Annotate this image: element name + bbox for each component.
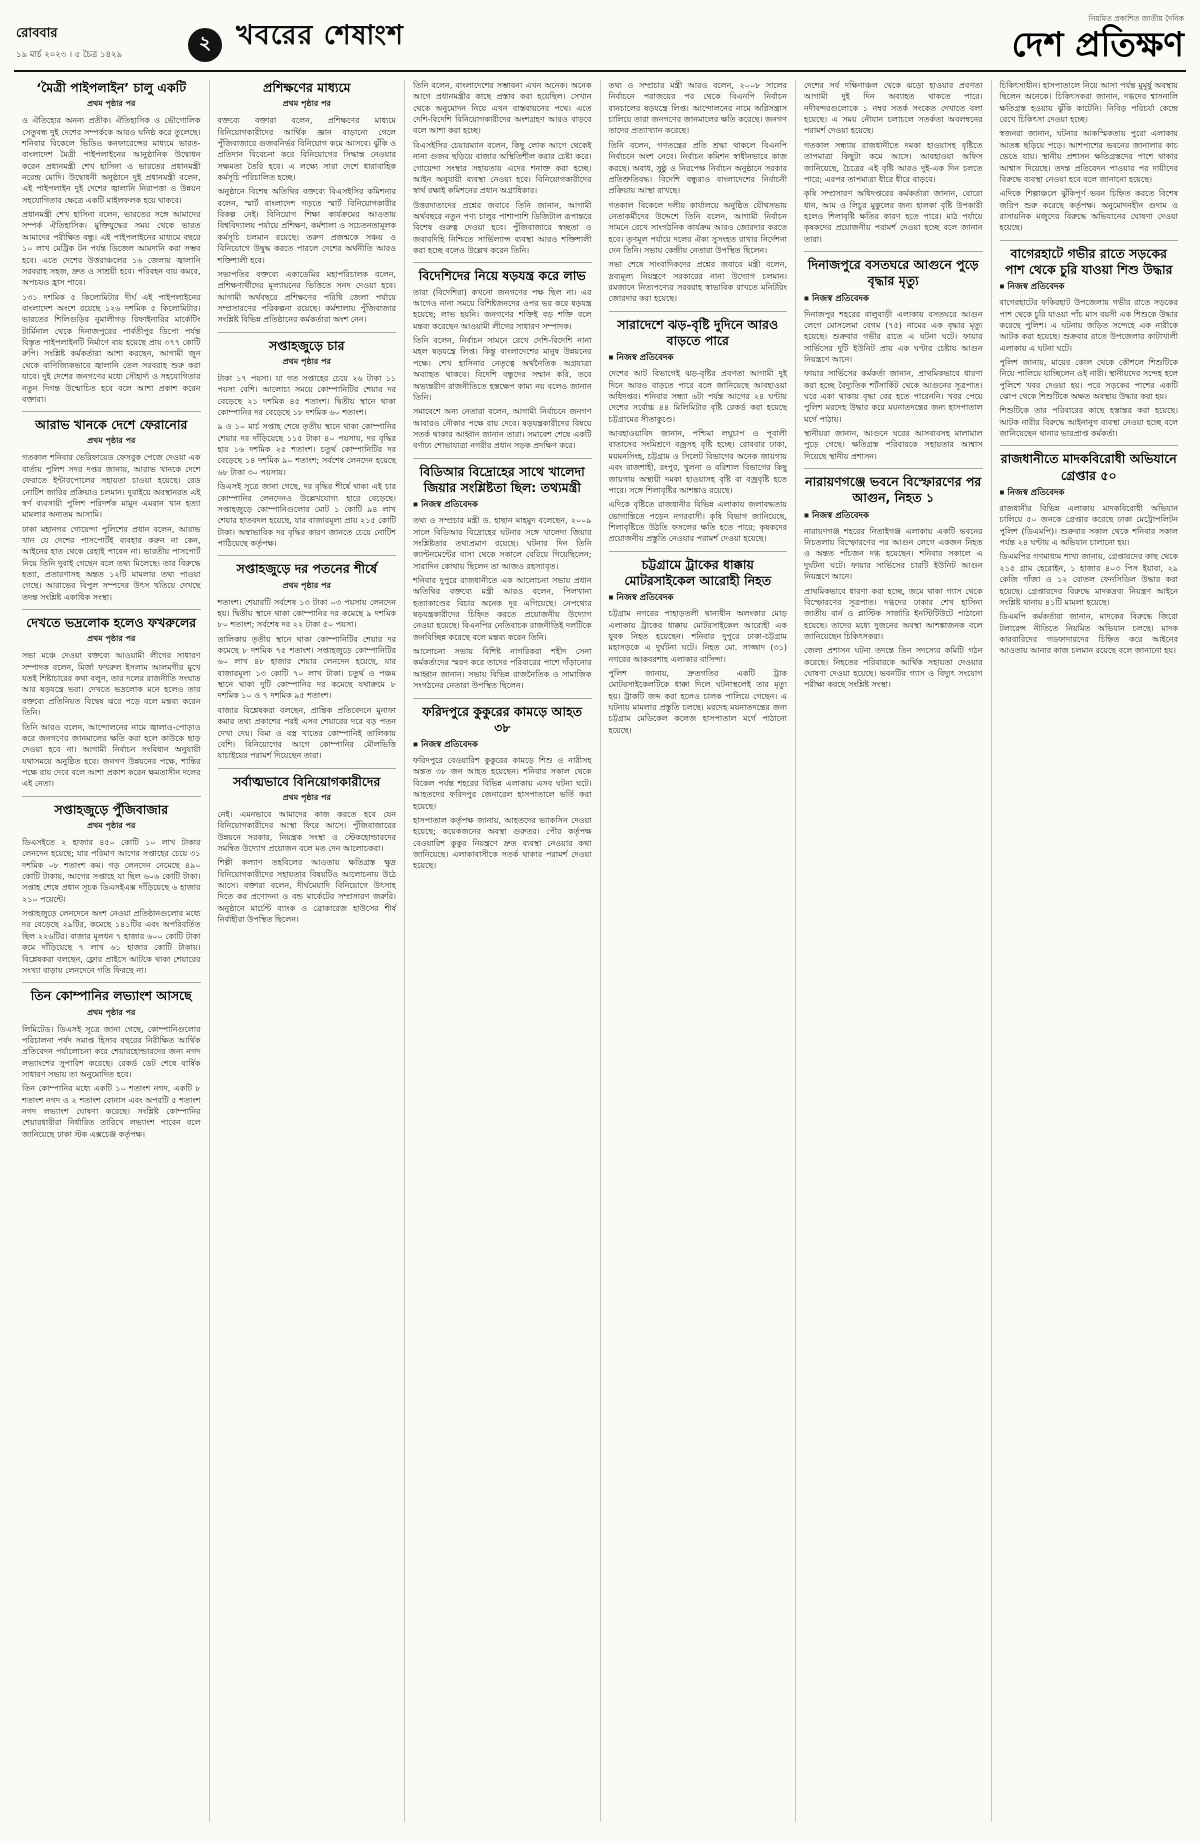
article: [413, 698, 592, 872]
reporter-label: নিজস্ব প্রতিবেদক: [1007, 282, 1065, 293]
article-paragraph: কৃষি সম্প্রসারণ অধিদপ্তরের কর্মকর্তারা জানান, বোরো ধান, আম ও লিচুর মুকুলের জন্য হালকা বৃষ্টি উপকারী হলেও শিলাবৃষ্টি ক্ষতির কারণ হতে পারে। মাঠ পর্যায়ে কৃষকদের প্রয়োজনীয় পরামর্শ দেওয়া হচ্ছে বলে জানান তারা।: [804, 189, 983, 244]
article-paragraph: বাগেরহাটের ফকিরহাট উপজেলায় গভীর রাতে সড়কের পাশ থেকে চুরি যাওয়া পাঁচ মাস বয়সী এক শিশুকে উদ্ধার করেছে পুলিশ। এ ঘটনায় জড়িত সন্দেহে এক নারীকে আটক করা হয়েছে। শুক্রবার রাতে উপজেলার কাটাখালী এলাকায় এ ঘটনা ঘটে।: [999, 298, 1178, 353]
column-5: [795, 80, 991, 1822]
article-paragraph: শিল্পী কল্যাণ তহবিলের আওতায় ক্ষতিগ্রস্ত ক্ষুদ্র বিনিয়োগকারীদের সহায়তার বিষয়টিও আলোচনায় উঠে আসে। বক্তারা বলেন, দীর্ঘমেয়াদি বিনিয়োগে উৎসাহ দিতে কর প্রণোদনা ও বন্ড মার্কেটের সম্প্রসারণ জরুরি। অনুষ্ঠানে মার্চেন্ট ব্যাংক ও ব্রোকারেজ হাউসের শীর্ষ নির্বাহীরা উপস্থিত ছিলেন।: [217, 858, 396, 925]
reporter-byline: [804, 509, 983, 523]
continued-from-label: প্রথম পৃষ্ঠার পর: [282, 580, 331, 590]
reporter-label: নিজস্ব প্রতিবেদক: [420, 740, 478, 751]
reporter-byline: [609, 351, 788, 365]
article-paragraph: রাজধানীর বিভিন্ন এলাকায় মাদকবিরোধী অভিযান চালিয়ে ৫০ জনকে গ্রেপ্তার করেছে ঢাকা মেট্রোপলিটন পুলিশ (ডিএমপি)। শুক্রবার সকাল থেকে শনিবার সকাল পর্যন্ত ২৪ ঘণ্টায় এ অভিযান চালানো হয়।: [999, 503, 1178, 548]
article-paragraph: প্রাথমিকভাবে ধারণা করা হচ্ছে, জমে থাকা গ্যাস থেকে বিস্ফোরণের সূত্রপাত। দগ্ধদের ঢাকার শেখ হাসিনা জাতীয় বার্ন ও প্লাস্টিক সার্জারি ইনস্টিটিউটে পাঠানো হয়েছে। তাদের মধ্যে দুজনের অবস্থা আশঙ্কাজনক বলে জানিয়েছেন চিকিৎসকরা।: [804, 586, 983, 641]
article-paragraph: গতকাল বিকেলে দলীয় কার্যালয়ে অনুষ্ঠিত যৌথসভায় নেতাকর্মীদের উদ্দেশে তিনি বলেন, আগামী নির্বাচন সামনে রেখে সাংগঠনিক কার্যক্রম আরও জোরদার করতে হবে। তৃণমূল পর্যায়ে দলের ঐক্য সুসংহত রাখার নির্দেশনা দেন তিনি। সভায় কেন্দ্রীয় নেতারা উপস্থিত ছিলেন।: [608, 200, 787, 256]
article: [804, 468, 983, 691]
section-title: খবরের শেষাংশ: [236, 20, 404, 51]
article-headline: ‘মৈত্রী পাইপলাইন’ চালু একটি: [36, 80, 187, 95]
article-headline: রাজধানীতে মাদকবিরোধী অভিযানে গ্রেপ্তার ৫০: [1000, 451, 1177, 483]
reporter-byline: [413, 738, 592, 752]
column-3: [404, 80, 600, 1822]
article-headline: সপ্তাহজুড়ে পুঁজিবাজার: [54, 801, 169, 817]
article-headline: বিডিআর বিদ্রোহের সাথে খালেদা জিয়ার সংশ্লিষ্টতা ছিল: তথ্যমন্ত্রী: [419, 463, 585, 495]
article-paragraph: তিনি বলেন, বাংলাদেশের সম্ভাবনা এখন অনেক। অনেক আগে প্রধানমন্ত্রীর কাছে প্রস্তাব করা হয়েছিল। সেখান থেকে অনুমোদন নিয়ে এখন বাস্তবায়নের পথে। এতে দেশি-বিদেশি বিনিয়োগকারীদের অংশগ্রহণ আরও বাড়বে বলে আশা করা হচ্ছে।: [413, 81, 592, 136]
article-paragraph: শিশুটিকে তার পরিবারের কাছে হস্তান্তর করা হয়েছে। আটক নারীর বিরুদ্ধে আইনানুগ ব্যবস্থা নেওয়া হচ্ছে বলে জানিয়েছেন থানার ভারপ্রাপ্ত কর্মকর্তা।: [999, 406, 1178, 439]
article-paragraph: এদিকে বৃষ্টিতে রাজধানীর বিভিন্ন এলাকায় জলাবদ্ধতায় ভোগান্তিতে পড়েন নগরবাসী। কৃষি বিভাগ জানিয়েছে, শিলাবৃষ্টিতে উঠতি ফসলের ক্ষতি হতে পারে; কৃষকদের প্রয়োজনীয় প্রস্তুতি নেওয়ার পরামর্শ দেওয়া হয়েছে।: [608, 500, 787, 544]
article-paragraph: পুলিশ জানায়, দ্রুতগতির একটি ট্রাক মোটরসাইকেলটিকে ধাক্কা দিলে ঘটনাস্থলেই তার মৃত্যু হয়। ট্রাকটি জব্দ করা হলেও চালক পালিয়ে গেছেন। এ ঘটনায় মামলার প্রস্তুতি চলছে। মরদেহ ময়নাতদন্তের জন্য চট্টগ্রাম মেডিকেল কলেজ হাসপাতাল মর্গে পাঠানো হয়েছে।: [608, 669, 787, 735]
byline-bullet-icon: ◼: [804, 511, 809, 519]
continued-from-label: প্রথম পৃষ্ঠার পর: [282, 356, 331, 366]
continued-from-label: প্রথম পৃষ্ঠার পর: [282, 792, 331, 802]
article-paragraph: ও ঐতিহ্যের অনন্য প্রতীক। ঐতিহাসিক ও ভৌগোলিক সেতুবন্ধ দুই দেশের সম্পর্ককে আরও ঘনিষ্ঠ করে তুলেছে। শনিবার বিকেলে ভিডিও কনফারেন্সের মাধ্যমে ভারত-বাংলাদেশ মৈত্রী পাইপলাইনের আনুষ্ঠানিক উদ্বোধন করেন প্রধানমন্ত্রী শেখ হাসিনা ও ভারতের প্রধানমন্ত্রী নরেন্দ্র মোদি। উদ্বোধনী অনুষ্ঠানে দুই প্রধানমন্ত্রী বলেন, এই পাইপলাইন দুই দেশের জ্বালানি নিরাপত্তা ও উন্নয়ন সহযোগিতার ক্ষেত্রে একটি মাইলফলক হয়ে থাকবে।: [22, 116, 201, 205]
column-2: [209, 80, 405, 1822]
article-paragraph: শতাংশ। শেয়ারটি সর্বশেষ ১৩ টাকা ০৩ পয়সায় লেনদেন হয়। দ্বিতীয় স্থানে থাকা কোম্পানির দর কমেছে ৯ দশমিক ৮০ শতাংশ; সর্বশেষ দর ২২ টাকা ৫০ পয়সা।: [217, 597, 396, 630]
article-headline: সারাদেশে ঝড়-বৃষ্টি দুদিনে আরও বাড়তে পারে: [617, 316, 779, 349]
article: [1000, 240, 1179, 440]
date-block: [16, 24, 174, 62]
article-paragraph: পুলিশ জানায়, মায়ের কোল থেকে কৌশলে শিশুটিকে নিয়ে পালিয়ে যাচ্ছিলেন ওই নারী। স্থানীয়দের সন্দেহ হলে পুলিশে খবর দেওয়া হয়। পরে সড়কের পাশের একটি ঝোপ থেকে শিশুটিকে অক্ষত অবস্থায় উদ্ধার করা হয়।: [999, 357, 1178, 402]
article: [609, 311, 788, 545]
article-paragraph: ফায়ার সার্ভিসের কর্মকর্তা জানান, প্রাথমিকভাবে ধারণা করা হচ্ছে বৈদ্যুতিক শর্টসার্কিট থেকে আগুনের সূত্রপাত। ঘরে একা থাকায় বৃদ্ধা বের হতে পারেননি। খবর পেয়ে পুলিশ মরদেহ উদ্ধার করে ময়নাতদন্তের জন্য হাসপাতাল মর্গে পাঠায়।: [804, 369, 983, 424]
article-paragraph: ডিএসইতে ২ হাজার ৪৫০ কোটি ১০ লাখ টাকার লেনদেন হয়েছে; যার পরিমাণ আগের সপ্তাহের চেয়ে ৩১ দশমিক ০৮ শতাংশ কম। গড় লেনদেন নেমেছে ৪৯০ কোটি টাকায়, আগের সপ্তাহে যা ছিল ৬০৬ কোটি টাকা। সপ্তাহ শেষে প্রধান সূচক ডিএসইএক্স দাঁড়িয়েছে ৬ হাজার ২১০ পয়েন্টে।: [22, 837, 201, 904]
article-paragraph: প্রধানমন্ত্রী শেখ হাসিনা বলেন, ভারতের সঙ্গে আমাদের সম্পর্ক ঐতিহাসিক। মুক্তিযুদ্ধের সময় থেকে ভারত আমাদের পরীক্ষিত বন্ধু। এই পাইপলাইনের মাধ্যমে বছরে ১০ লাখ মেট্রিক টন পর্যন্ত ডিজেল আমদানি করা সম্ভব হবে। এতে দেশের উত্তরাঞ্চলের ১৬ জেলায় জ্বালানি সরবরাহ সহজ, দ্রুত ও সাশ্রয়ী হবে। পরিবহন ব্যয় কমবে, অপচয়ও হ্রাস পাবে।: [22, 210, 201, 288]
byline-bullet-icon: ◼: [608, 354, 614, 362]
column-4: [600, 80, 796, 1822]
article-paragraph: জেলা প্রশাসন ঘটনা তদন্তে তিন সদস্যের কমিটি গঠন করেছে। নিহতের পরিবারকে আর্থিক সহায়তা দেওয়ার ঘোষণা দেওয়া হয়েছে। ভবনটির গ্যাস ও বিদ্যুৎ সংযোগ পরীক্ষা করছে সংশ্লিষ্ট সংস্থা।: [804, 646, 983, 690]
article-headline: দিনাজপুরে বসতঘরে আগুনে পুড়ে বৃদ্ধার মৃত্যু: [807, 257, 979, 289]
reporter-label: নিজস্ব প্রতিবেদক: [1007, 487, 1065, 498]
reporter-label: নিজস্ব প্রতিবেদক: [420, 500, 478, 511]
article-headline: আরাভ খানকে দেশে ফেরানোর: [35, 417, 188, 433]
article-paragraph: সভা মঞ্চে দেওয়া বক্তব্যে আওয়ামী লীগের সাধারণ সম্পাদক বলেন, মির্জা ফখরুল ইসলাম আলমগীর মুখে যতই শিষ্টাচারের কথা বলুন, তার দলের রাজনীতি সংঘাত আর ষড়যন্ত্রে ভরা। দেখতে ভদ্রলোক মনে হলেও তার বক্তব্যে প্রতিনিয়ত বিদ্বেষ ঝরে পড়ে বলে মন্তব্য করেন তিনি।: [22, 651, 201, 718]
article: [609, 80, 788, 305]
article-paragraph: ডিএমপির গণমাধ্যম শাখা জানায়, গ্রেপ্তারদের কাছ থেকে ২১৫ গ্রাম হেরোইন, ১ হাজার ৪০৩ পিস ইয়াবা, ২৯ কেজি গাঁজা ও ১২ বোতল ফেনসিডিল উদ্ধার করা হয়েছে। গ্রেপ্তারদের বিরুদ্ধে মাদকদ্রব্য নিয়ন্ত্রণ আইনে সংশ্লিষ্ট থানায় ৪১টি মামলা হয়েছে।: [999, 552, 1178, 607]
article-headline: নারায়ণগঞ্জে ভবনে বিস্ফোরণের পর আগুন, নিহত ১: [805, 474, 982, 506]
article-paragraph: হাসপাতাল কর্তৃপক্ষ জানায়, আহতদের ভ্যাকসিন দেওয়া হয়েছে; কয়েকজনের অবস্থা গুরুতর। পৌর কর্তৃপক্ষ বেওয়ারিশ কুকুর নিয়ন্ত্রণে দ্রুত ব্যবস্থা নেওয়ার কথা জানিয়েছে। এলাকাবাসীকে সতর্ক থাকার পরামর্শ দেওয়া হয়েছে।: [413, 815, 592, 871]
article-paragraph: তথ্য ও সম্প্রচার মন্ত্রী আরও বলেন, ২০০৮ সালের নির্বাচনে পরাজয়ের পর থেকে বিএনপি নির্বাচন বানচালের ষড়যন্ত্রে লিপ্ত। আন্দোলনের নামে অগ্নিসন্ত্রাস চালিয়ে তারা জনগণের জানমালের ক্ষতি করেছে। জনগণ তাদের প্রত্যাখ্যান করেছে।: [608, 81, 787, 136]
reporter-byline: [609, 591, 788, 605]
column-6: [991, 80, 1187, 1822]
continued-from-label: প্রথম পৃষ্ঠার পর: [87, 634, 136, 644]
article-paragraph: সপ্তাহজুড়ে লেনদেনে অংশ নেওয়া প্রতিষ্ঠানগুলোর মধ্যে দর বেড়েছে ২৯টির, কমেছে ১৪১টির এবং অপরিবর্তিত ছিল ২২৬টির। বাজার মূলধন ৭ হাজার ৬০০ কোটি টাকা কমে দাঁড়িয়েছে ৭ লাখ ৬১ হাজার কোটি টাকায়। বিশ্লেষকরা বলছেন, ফ্লোর প্রাইসে আটকে থাকা শেয়ারের সংখ্যা বাড়ায় লেনদেনে গতি ফিরছে না।: [22, 909, 201, 975]
article-headline: বিদেশিদের নিয়ে ষড়যন্ত্র করে লাভ: [418, 268, 586, 284]
article-paragraph: বক্তব্যে বক্তারা বলেন, প্রশিক্ষণের মাধ্যমে বিনিয়োগকারীদের আর্থিক জ্ঞান বাড়ানো গেলে পুঁজিবাজারে গুজবনির্ভর বিনিয়োগ কমে আসবে। ঝুঁকি ও প্রতিদান বিবেচনা করে বিনিয়োগের সিদ্ধান্ত নেওয়ার সক্ষমতা তৈরি হবে। এ লক্ষ্যে সারা দেশে ধারাবাহিক কর্মসূচি পরিচালিত হচ্ছে।: [217, 116, 396, 183]
continued-from-label: প্রথম পৃষ্ঠার পর: [87, 99, 136, 109]
article: [1000, 445, 1179, 656]
continued-from-label: প্রথম পৃষ্ঠার পর: [282, 99, 331, 109]
article: [22, 411, 201, 603]
article-paragraph: তিনি বলেন, গণতন্ত্রের প্রতি শ্রদ্ধা থাকলে বিএনপি নির্বাচনে অংশ নেবে। নির্বাচন কমিশন স্বাধীনভাবে কাজ করছে। অবাধ, সুষ্ঠু ও নিরপেক্ষ নির্বাচন অনুষ্ঠানে সরকার প্রতিশ্রুতিবদ্ধ। বিদেশি বন্ধুরাও বাংলাদেশের নির্বাচনী প্রক্রিয়ায় আস্থা রাখছে।: [608, 140, 787, 196]
article: [413, 458, 592, 692]
article-paragraph: সমাবেশে অন্য নেতারা বলেন, আগামী নির্বাচনে জনগণ আবারও নৌকার পক্ষে রায় দেবে। ষড়যন্ত্রকারীদের বিষয়ে সতর্ক থাকার আহ্বান জানান তারা। সমাবেশ শেষে একটি বর্ণাঢ্য শোভাযাত্রা নগরীর প্রধান সড়ক প্রদক্ষিণ করে।: [413, 407, 592, 451]
article-paragraph: লিমিটেড। ডিএসই সূত্রে জানা গেছে, কোম্পানিগুলোর পরিচালনা পর্ষদ সমাপ্ত হিসাব বছরের নিরীক্ষিত আর্থিক প্রতিবেদন পর্যালোচনা করে শেয়ারহোল্ডারদের জন্য নগদ লভ্যাংশের সুপারিশ করেছে। রেকর্ড ডেট শেষে বার্ষিক সাধারণ সভায় তা অনুমোদিত হবে।: [22, 1024, 201, 1079]
article-paragraph: তিনি বলেন, নির্বাচন সামনে রেখে দেশি-বিদেশি নানা মহল ষড়যন্ত্রে লিপ্ত। কিন্তু বাংলাদেশের মানুষ উন্নয়নের পক্ষে। শেখ হাসিনার নেতৃত্বে অর্থনৈতিক অগ্রযাত্রা অব্যাহত থাকবে। বিদেশি বন্ধুদের সম্মান করি, তবে অভ্যন্তরীণ রাজনীতিতে হস্তক্ষেপ কাম্য নয় বলেও জানান তিনি।: [413, 336, 592, 402]
article-paragraph: দেশের আট বিভাগেই ঝড়-বৃষ্টির প্রবণতা আগামী দুই দিনে আরও বাড়তে পারে বলে জানিয়েছে আবহাওয়া অধিদপ্তর। শনিবার সন্ধ্যা ৬টা পর্যন্ত আগের ২৪ ঘণ্টায় দেশের সর্বোচ্চ ৪৪ মিলিমিটার বৃষ্টি রেকর্ড করা হয়েছে চট্টগ্রামের সীতাকুণ্ডে।: [608, 369, 787, 424]
article-paragraph: চিকিৎসাধীন। হাসপাতালে নিয়ে আসা পর্যন্ত মুমূর্ষু অবস্থায় ছিলেন অনেকে। চিকিৎসকরা জানান, দগ্ধদের শ্বাসনালি ক্ষতিগ্রস্ত হওয়ায় ঝুঁকি কাটেনি। নিবিড় পরিচর্যা কেন্দ্রে রেখে চিকিৎসা দেওয়া হচ্ছে।: [999, 81, 1178, 125]
article-headline: বাগেরহাটে গভীর রাতে সড়কের পাশ থেকে চুরি যাওয়া শিশু উদ্ধার: [1004, 245, 1173, 277]
article-paragraph: ডিএমপি কর্মকর্তারা জানান, মাদকের বিরুদ্ধে জিরো টলারেন্স নীতিতে নিয়মিত অভিযান চলছে। মাদক কারবারিদের গডফাদারদের চিহ্নিত করে আইনের আওতায় আনার কাজ চলমান রয়েছে বলে জানানো হয়।: [999, 612, 1178, 656]
article-paragraph: ঢাকা মহানগর গোয়েন্দা পুলিশের প্রধান বলেন, আরাভ খান যে দেশের পাসপোর্টই ব্যবহার করুন না কেন, আইনের হাত থেকে রেহাই পাবেন না। ভারতীয় পাসপোর্ট নিয়ে তিনি দুবাই গেছেন বলে তথ্য মিলেছে। তার বিরুদ্ধে হত্যা, প্রতারণাসহ অন্তত ১২টি মামলার তথ্য পাওয়া গেছে। আরাভের বিপুল সম্পদের উৎস খতিয়ে দেখছে তদন্ত সংশ্লিষ্ট একাধিক সংস্থা।: [22, 524, 201, 602]
article: [218, 80, 397, 326]
article-paragraph: শনিবার দুপুরে রাজধানীতে এক আলোচনা সভায় প্রধান অতিথির বক্তব্যে মন্ত্রী আরও বলেন, পিলখানা হত্যাকাণ্ডের বিচার অনেক দূর এগিয়েছে। নেপথ্যের ষড়যন্ত্রকারীদের চিহ্নিত করতে প্রয়োজনীয় উদ্যোগ নেওয়া হয়েছে। বিএনপির নেতিবাচক রাজনীতিই দলটিকে জনবিচ্ছিন্ন করেছে বলে মন্তব্য করেন তিনি।: [413, 575, 592, 642]
article-headline: প্রশিক্ষণের মাধ্যমে: [263, 80, 351, 95]
article-paragraph: নারায়ণগঞ্জ শহরের নিতাইগঞ্জ এলাকায় একটি ভবনের নিচতলায় বিস্ফোরণের পর আগুন লেগে একজন নিহত ও অন্তত পাঁচজন দগ্ধ হয়েছেন। শনিবার সকালে এ দুর্ঘটনা ঘটে। ফায়ার সার্ভিসের চারটি ইউনিট আগুন নিয়ন্ত্রণে আনে।: [804, 526, 983, 582]
article-paragraph: তিনি আরও বলেন, আন্দোলনের নামে জ্বালাও-পোড়াও করে জনগণের জানমালের ক্ষতি করা হলে কাউকে ছাড় দেওয়া হবে না। আগামী নির্বাচন সংবিধান অনুযায়ী যথাসময়ে অনুষ্ঠিত হবে। জনগণ উন্নয়নের পক্ষে, শান্তির পক্ষে রায় দেবে বলে আশা প্রকাশ করেন ক্ষমতাসীন দলের এই নেতা।: [22, 722, 201, 789]
reporter-byline: [1000, 486, 1179, 500]
article: [22, 982, 201, 1140]
byline-bullet-icon: ◼: [999, 283, 1005, 291]
article-paragraph: সভা শেষে সাংবাদিকদের প্রশ্নের জবাবে মন্ত্রী বলেন, দ্রব্যমূল্য নিয়ন্ত্রণে সরকারের নানা উদ্যোগ চলমান। রমজানে নিত্যপণ্যের সরবরাহ স্বাভাবিক রাখতে মনিটরিং জোরদার করা হয়েছে।: [608, 260, 787, 304]
article: [22, 796, 201, 977]
article-headline: সর্বাত্মভাবে বিনিয়োগকারীদের: [233, 773, 381, 789]
article-paragraph: সভাপতির বক্তব্যে একাডেমির মহাপরিচালক বলেন, প্রশিক্ষণার্থীদের মূল্যায়নের ভিত্তিতে সনদ দেওয়া হবে। আগামী অর্থবছরে প্রশিক্ষণের পরিধি জেলা পর্যায়ে সম্প্রসারণের পরিকল্পনা রয়েছে। কর্মশালায় পুঁজিবাজার সংশ্লিষ্ট বিভিন্ন প্রতিষ্ঠানের কর্মকর্তারা অংশ নেন।: [217, 269, 396, 325]
article-paragraph: ফরিদপুরে বেওয়ারিশ কুকুরের কামড়ে শিশু ও নারীসহ অন্তত ৩৮ জন আহত হয়েছেন। শনিবার সকাল থেকে বিকেল পর্যন্ত শহরের বিভিন্ন এলাকায় এসব ঘটনা ঘটে। আহতদের ফরিদপুর জেনারেল হাসপাতালে ভর্তি করা হয়েছে।: [413, 756, 592, 811]
article-headline: চট্টগ্রামে ট্রাকের ধাক্কায় মোটরসাইকেল আরোহী নিহত: [624, 556, 772, 588]
article-paragraph: আলোচনা সভায় বিশিষ্ট নাগরিকরা শহীদ সেনা কর্মকর্তাদের স্মরণ করে তাদের পরিবারের পাশে দাঁড়ানোর আহ্বান জানান। সভায় বিভিন্ন রাজনৈতিক ও সামাজিক সংগঠনের নেতারা উপস্থিত ছিলেন।: [413, 647, 592, 691]
continued-from-label: প্রথম পৃষ্ঠার পর: [87, 436, 136, 446]
reporter-label: নিজস্ব প্রতিবেদক: [616, 593, 674, 604]
article: [804, 251, 983, 462]
article: [609, 551, 788, 736]
byline-bullet-icon: ◼: [999, 488, 1005, 496]
paper-name: দেশ প্রতিক্ষণ: [1011, 25, 1184, 65]
page-number-badge: [188, 28, 222, 62]
reporter-label: নিজস্ব প্রতিবেদক: [811, 510, 869, 521]
article: [413, 262, 592, 451]
article-paragraph: এদিকে শিল্পাঞ্চলে ঝুঁকিপূর্ণ ভবন চিহ্নিত করতে বিশেষ জরিপ শুরু করেছে কর্তৃপক্ষ। অনুমোদনহীন গুদাম ও রাসায়নিক মজুদের বিরুদ্ধে অভিযানের ঘোষণা দেওয়া হয়েছে।: [999, 189, 1178, 233]
article: [22, 80, 201, 405]
article-paragraph: নেই। এমনভাবে আমাদের কাজ করতে হবে যেন বিনিয়োগকারীদের আস্থা ফিরে আসে। পুঁজিবাজারের উন্নয়নে সরকার, নিয়ন্ত্রক সংস্থা ও স্টেকহোল্ডারদের সমন্বিত উদ্যোগ প্রয়োজন বলে মত দেন আলোচকরা।: [217, 809, 396, 853]
byline-bullet-icon: ◼: [413, 501, 418, 509]
article: [413, 80, 592, 256]
article-paragraph: গতকাল সন্ধ্যায় রাজধানীতে দমকা হাওয়াসহ বৃষ্টিতে তাপমাত্রা কিছুটা কমে আসে। আবহাওয়া অফিস জানিয়েছে, চৈত্রের এই বৃষ্টি আরও দুই-এক দিন চলতে পারে; এরপর তাপমাত্রা ধীরে ধীরে বাড়বে।: [804, 140, 983, 184]
byline-bullet-icon: ◼: [608, 594, 614, 602]
article-paragraph: দিনাজপুর শহরের বালুবাড়ী এলাকায় বসতঘরে আগুন লেগে মোসলেমা বেগম (৭৫) নামের এক বৃদ্ধার মৃত্যু হয়েছে। শুক্রবার গভীর রাতে এ ঘটনা ঘটে। ফায়ার সার্ভিসের দুটি ইউনিট প্রায় এক ঘণ্টার চেষ্টায় আগুন নিয়ন্ত্রণে আনে।: [804, 309, 983, 364]
page-header: [14, 10, 1186, 72]
reporter-label: নিজস্ব প্রতিবেদক: [811, 293, 869, 304]
article-paragraph: অনুষ্ঠানে বিশেষ অতিথির বক্তব্যে বিএসইসির কমিশনার বলেন, স্মার্ট বাংলাদেশ গড়তে স্মার্ট বিনিয়োগকারীর বিকল্প নেই। বিনিয়োগ শিক্ষা কার্যক্রমের আওতায় বিশ্ববিদ্যালয় পর্যায়ে প্রশিক্ষণ, কর্মশালা ও সচেতনতামূলক কর্মসূচি চলমান রয়েছে। তরুণ প্রজন্মকে সঞ্চয় ও বিনিয়োগে উদ্বুদ্ধ করতে পারলে দেশের অর্থনীতি আরও শক্তিশালী হবে।: [217, 187, 396, 265]
article-paragraph: আবহাওয়াবিদ জানান, পশ্চিমা লঘুচাপ ও পূবালী বাতাসের সংমিশ্রণে বজ্রসহ বৃষ্টি হচ্ছে। রোববার ঢাকা, ময়মনসিংহ, চট্টগ্রাম ও সিলেট বিভাগের অনেক জায়গায় এবং রাজশাহী, রংপুর, খুলনা ও বরিশাল বিভাগের কিছু জায়গায় অস্থায়ী দমকা হাওয়াসহ বৃষ্টি বা বজ্রবৃষ্টি হতে পারে। সঙ্গে শিলাবৃষ্টির আশঙ্কাও রয়েছে।: [608, 429, 787, 495]
article-paragraph: তারা (বিদেশিরা) কখনো জনগণের পক্ষ ছিল না। এর আগেও নানা সময়ে বিশিষ্টজনদের ওপর ভর করে ষড়যন্ত্র হয়েছে; লাভ হয়নি। জনগণের শক্তিই বড় শক্তি বলে মন্তব্য করেছেন আওয়ামী লীগের সাধারণ সম্পাদক।: [413, 287, 592, 331]
weekday-label: রোববার: [16, 26, 58, 41]
article-paragraph: টাকা ১৭ পয়সা। যা গত সপ্তাহের চেয়ে ২৬ টাকা ১১ পয়সা বেশি। আলোচ্য সময়ে কোম্পানিটির শেয়ার দর বেড়েছে ২১ দশমিক ৪৫ শতাংশ। দ্বিতীয় স্থানে থাকা কোম্পানির দর বেড়েছে ১৮ দশমিক ৬০ শতাংশ।: [217, 373, 396, 418]
article-paragraph: তালিকায় তৃতীয় স্থানে থাকা কোম্পানিটির শেয়ার দর কমেছে ৮ দশমিক ৭৫ শতাংশ। সপ্তাহজুড়ে কোম্পানিটির ৬০ লাখ ৪৮ হাজার শেয়ার লেনদেন হয়েছে, যার বাজারমূল্য ১৩ কোটি ৭০ লাখ টাকা। চতুর্থ ও পঞ্চম স্থানে থাকা দুটি কোম্পানির দর কমেছে যথাক্রমে ৮ দশমিক ১০ ও ৭ দশমিক ৯৫ শতাংশ।: [217, 634, 396, 701]
reporter-byline: [1000, 280, 1179, 294]
continued-from-label: প্রথম পৃষ্ঠার পর: [87, 820, 136, 830]
article-headline: দেখতে ভদ্রলোক হলেও ফখরুলের: [26, 615, 197, 631]
article: [218, 332, 397, 550]
article: [804, 80, 983, 245]
article: [218, 555, 397, 761]
article-paragraph: উত্তরদাতাদের প্রশ্নের জবাবে তিনি জানান, আগামী অর্থবছরে নতুন পণ্য চালুর পাশাপাশি ডিজিটাল রূপান্তরে বিশেষ গুরুত্ব দেওয়া হবে। পুঁজিবাজারে স্বচ্ছতা ও জবাবদিহি নিশ্চিতে সার্ভিল্যান্স ব্যবস্থা আরও শক্তিশালী করা হচ্ছে বলেও উল্লেখ করেন তিনি।: [413, 200, 592, 256]
reporter-label: নিজস্ব প্রতিবেদক: [616, 353, 674, 364]
continued-from-label: প্রথম পৃষ্ঠার পর: [87, 1007, 136, 1017]
article-paragraph: স্থানীয়রা জানান, আগুনে ঘরের আসবাবসহ মালামাল পুড়ে গেছে। ক্ষতিগ্রস্ত পরিবারকে সহায়তার আশ্বাস দিয়েছে স্থানীয় প্রশাসন।: [804, 429, 983, 461]
article-headline: তিন কোম্পানির লভ্যাংশ আসছে: [30, 988, 192, 1004]
column-1: [14, 80, 209, 1822]
reporter-byline: [804, 292, 983, 306]
article-paragraph: বাজার বিশ্লেষকরা বলছেন, প্রান্তিক প্রতিবেদনে মুনাফা কমার তথ্য প্রকাশের পরই এসব শেয়ারের দরে বড় পতন দেখা দেয়। বিমা ও বস্ত্র খাতের কোম্পানিই তালিকায় বেশি। বিনিয়োগের আগে কোম্পানির মৌলভিত্তি যাচাইয়ের পরামর্শ দিয়েছেন তারা।: [217, 705, 396, 761]
page-number: ২: [198, 32, 212, 54]
paper-brand: [1011, 14, 1184, 65]
article: [22, 609, 201, 790]
article-headline: ফরিদপুরে কুকুরের কামড়ে আহত ৩৮: [422, 703, 583, 735]
article: [1000, 80, 1179, 234]
article-paragraph: তথ্য ও সম্প্রচার মন্ত্রী ড. হাছান মাহমুদ বলেছেন, ২০০৯ সালে বিডিআর বিদ্রোহের ঘটনার সঙ্গে খালেদা জিয়ার সংশ্লিষ্টতার তথ্যপ্রমাণ রয়েছে। ঘটনার দিন তিনি ক্যান্টনমেন্টের বাসা থেকে সকালে বেরিয়ে গিয়েছিলেন; সারাদিন কোথায় ছিলেন তা আজও রহস্যাবৃত।: [413, 516, 592, 571]
article-headline: সপ্তাহজুড়ে দর পতনের শীর্ষে: [236, 561, 377, 577]
article: [218, 768, 397, 926]
article-paragraph: ৯ ও ১০ মার্চ সপ্তাহ শেষে তৃতীয় স্থানে থাকা কোম্পানির শেয়ার দর দাঁড়িয়েছে ১১৫ টাকা ৪০ পয়সায়, দর বৃদ্ধির হার ১৬ দশমিক ২৫ শতাংশ। চতুর্থ কোম্পানিটির দর বেড়েছে ১৪ দশমিক ৯০ শতাংশ; সর্বশেষ লেনদেন হয়েছে ৬৮ টাকা ৩০ পয়সায়।: [217, 422, 396, 477]
byline-bullet-icon: ◼: [413, 741, 418, 749]
date-line: ১৯ মার্চ ২০২৩ । ৫ চৈত্র ১৪২৯: [16, 50, 123, 60]
paper-tagline: নিয়মিত প্রকাশিত জাতীয় দৈনিক: [1088, 14, 1184, 23]
article-headline: সপ্তাহজুড়ে চার: [269, 337, 345, 353]
article-paragraph: চট্টগ্রাম নগরের পাহাড়তলী থানাধীন অলংকার মোড় এলাকায় ট্রাকের ধাক্কায় মোটরসাইকেল আরোহী এক যুবক নিহত হয়েছেন। শনিবার দুপুরে ঢাকা-চট্টগ্রাম মহাসড়কে এ দুর্ঘটনা ঘটে। নিহত মো. সাজ্জাদ (৩১) নগরের আকবরশাহ এলাকার বাসিন্দা।: [608, 609, 787, 664]
article-paragraph: বিএসইসির চেয়ারম্যান বলেন, কিছু লোক আগে থেকেই নানা গুজব ছড়িয়ে বাজার অস্থিতিশীল করার চেষ্টা করে। গোয়েন্দা সংস্থার সহায়তায় এদের শনাক্ত করা হচ্ছে। আইন অনুযায়ী ব্যবস্থা নেওয়া হবে। বিনিয়োগকারীদের স্বার্থ রক্ষাই কমিশনের প্রধান অগ্রাধিকার।: [413, 140, 592, 196]
article-paragraph: স্বজনরা জানান, ঘটনার আকস্মিকতায় পুরো এলাকায় আতঙ্ক ছড়িয়ে পড়ে। আশপাশের ভবনের জানালার কাচ ভেঙে যায়। স্থানীয় প্রশাসন ক্ষতিগ্রস্তদের পাশে থাকার আশ্বাস দিয়েছে। তদন্ত প্রতিবেদন পাওয়ার পর দায়ীদের বিরুদ্ধে ব্যবস্থা নেওয়া হবে বলে জানানো হয়েছে।: [999, 129, 1178, 184]
article-paragraph: ১৩১ দশমিক ৫ কিলোমিটার দীর্ঘ এই পাইপলাইনের বাংলাদেশ অংশে রয়েছে ১২৬ দশমিক ৫ কিলোমিটার। ভারতের শিলিগুড়ির নুমালীগড় রিফাইনারির মার্কেটিং টার্মিনাল থেকে দিনাজপুরের পার্বতীপুর ডিপো পর্যন্ত বিস্তৃত পাইপলাইনটি নির্মাণে ব্যয় হয়েছে প্রায় ৩৭৭ কোটি রুপি। সংশ্লিষ্ট কর্মকর্তারা আশা করছেন, আগামী জুন থেকে বাণিজ্যিকভাবে জ্বালানি তেল সরবরাহ শুরু করা যাবে। দুই দেশের জনগণের মধ্যে সৌহার্দ্য ও সহযোগিতার নতুন দিগন্ত উন্মোচিত হবে বলে আশা প্রকাশ করেন বক্তারা।: [22, 292, 201, 404]
article-paragraph: ডিএসই সূত্রে জানা গেছে, দর বৃদ্ধির শীর্ষে থাকা এই চার কোম্পানির লেনদেনও উল্লেখযোগ্য হারে বেড়েছে। সপ্তাহজুড়ে কোম্পানিগুলোর মোট ১ কোটি ৯৪ লাখ শেয়ার হাতবদল হয়েছে, যার বাজারমূল্য প্রায় ২১৫ কোটি টাকা। অস্বাভাবিক দর বৃদ্ধির কারণ জানতে চেয়ে নোটিশ পাঠিয়েছে কর্তৃপক্ষ।: [217, 482, 396, 548]
columns: [14, 80, 1186, 1822]
article-paragraph: তিন কোম্পানির মধ্যে একটি ১০ শতাংশ নগদ, একটি ৮ শতাংশ নগদ ও ২ শতাংশ বোনাস এবং অপরটি ৫ শতাংশ নগদ লভ্যাংশ ঘোষণা করেছে। সংশ্লিষ্ট কোম্পানির শেয়ারধারীরা নির্ধারিত তারিখে লভ্যাংশ পাবেন বলে জানিয়েছে ঢাকা স্টক এক্সচেঞ্জ কর্তৃপক্ষ।: [22, 1084, 201, 1139]
article-paragraph: গতকাল শনিবার ভেরিফায়েড ফেসবুক পেজে দেওয়া এক বার্তায় পুলিশ সদর দপ্তর জানায়, আরাভ খানকে দেশে ফেরাতে ইন্টারপোলের সহায়তা চাওয়া হয়েছে। রেড নোটিশ জারির প্রক্রিয়াও চলমান। দুবাইয়ে অবস্থানরত এই স্বর্ণ ব্যবসায়ী পুলিশ পরিদর্শক মামুন এমরান খান হত্যা মামলার অন্যতম আসামি।: [22, 453, 201, 520]
byline-bullet-icon: ◼: [804, 294, 809, 302]
reporter-byline: [413, 498, 592, 512]
article-paragraph: দেশের সর্ব দক্ষিণাঞ্চল থেকে ঝড়ো হাওয়ার প্রবণতা আগামী দুই দিন অব্যাহত থাকতে পারে। নদীবন্দরগুলোকে ১ নম্বর সতর্ক সংকেত দেখাতে বলা হয়েছে। এ সময় নৌযান চলাচলে সতর্কতা অবলম্বনের পরামর্শ দেওয়া হয়েছে।: [804, 81, 983, 136]
